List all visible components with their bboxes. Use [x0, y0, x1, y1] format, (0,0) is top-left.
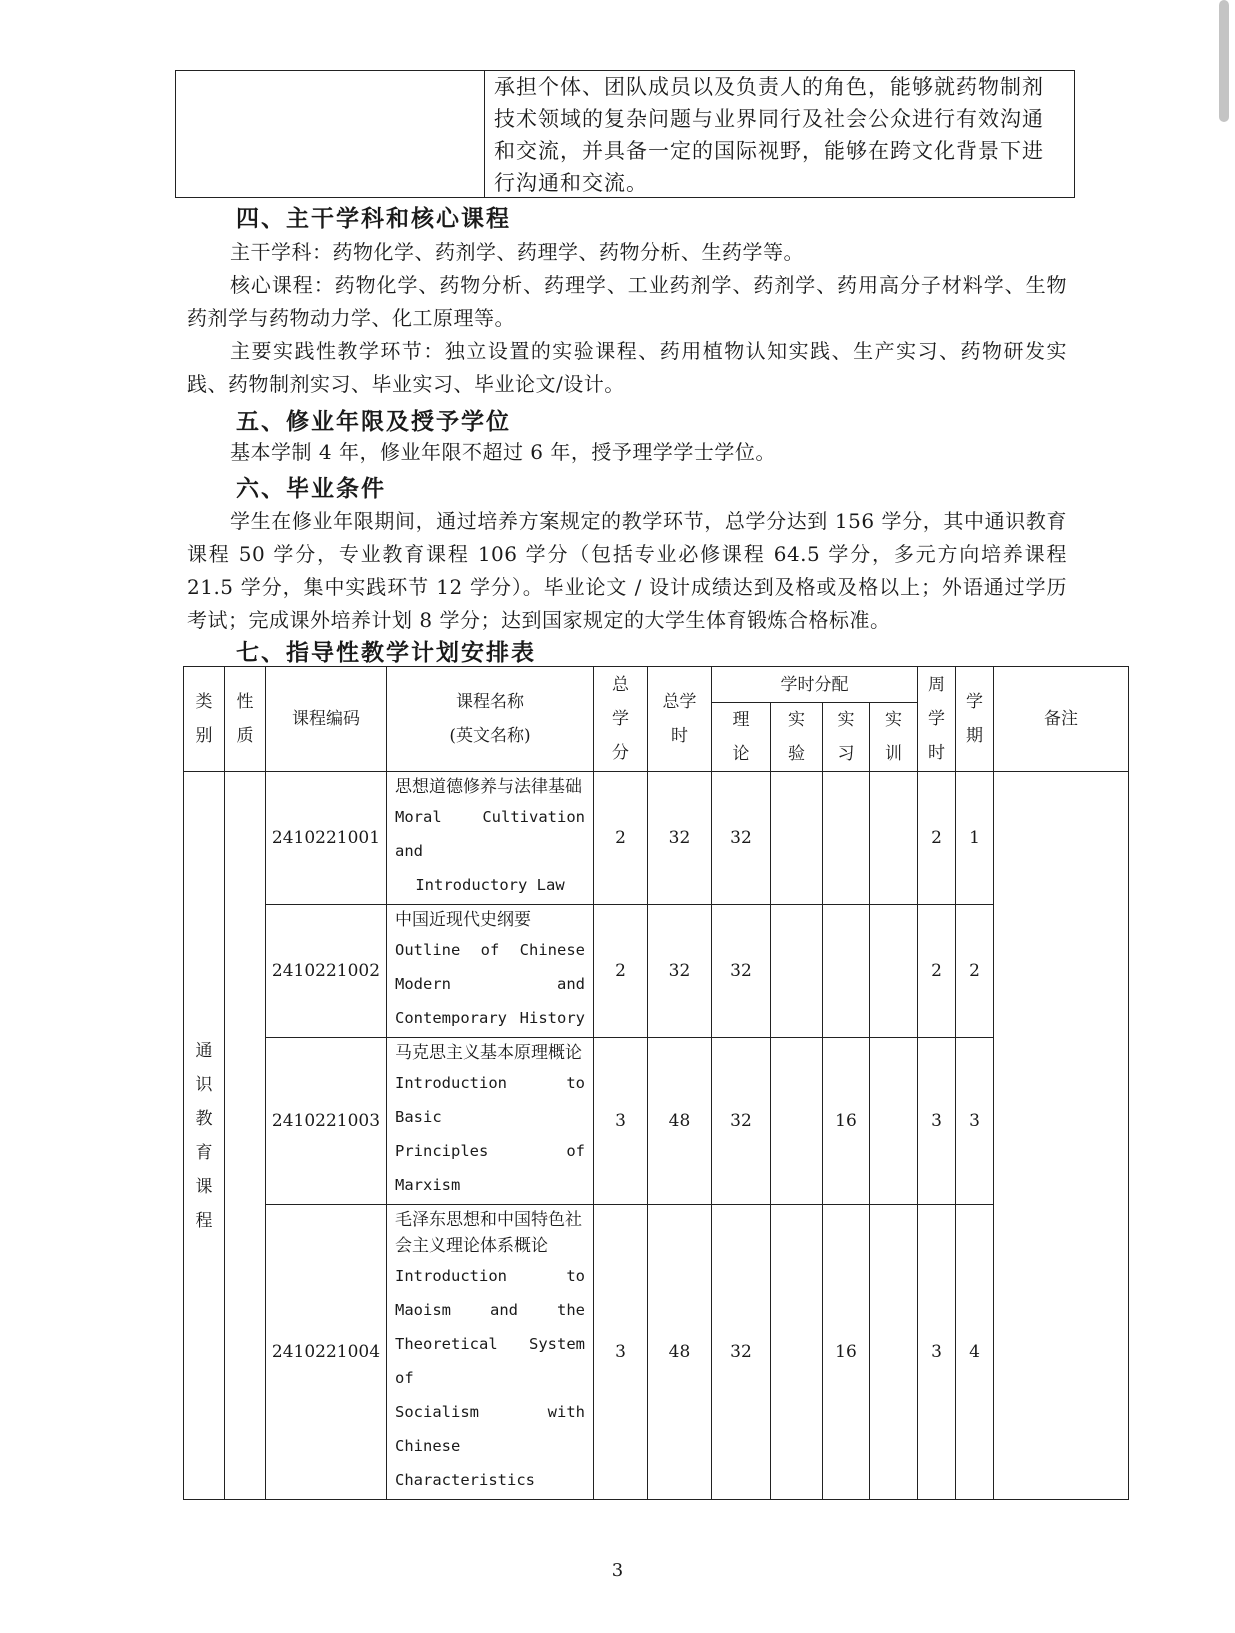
header-semester: 学期: [956, 667, 994, 772]
lab-hours: [771, 1205, 823, 1500]
outcome-table-fragment: [175, 70, 1075, 198]
header-remarks: 备注: [994, 667, 1129, 772]
header-practice: 实习: [823, 703, 870, 772]
course-name: 思想道德修养与法律基础 Moral Cultivation and Introductory Law: [387, 772, 594, 905]
credits: 2: [594, 772, 648, 905]
nature-cell: [225, 772, 266, 1500]
header-total-hours: 总学时: [648, 667, 712, 772]
paragraph-core-courses: 核心课程：药物化学、药物分析、药理学、工业药剂学、药剂学、药用高分子材料学、生物药剂学与药物动力学、化工原理等。: [187, 273, 1067, 330]
course-name: 毛泽东思想和中国特色社会主义理论体系概论 Introduction to Maoism and the Theoretical System of Socialism with Chinese Characteristics: [387, 1205, 594, 1500]
section-heading-5: 五、修业年限及授予学位: [236, 409, 511, 435]
header-theory: 理论: [712, 703, 771, 772]
weekly-hours: 3: [918, 1038, 956, 1205]
theory-hours: 32: [712, 1038, 771, 1205]
lab-hours: [771, 905, 823, 1038]
training-hours: [870, 772, 918, 905]
training-hours: [870, 905, 918, 1038]
outcome-cell-text: 承担个体、团队成员以及负责人的角色，能够就药物制剂技术领域的复杂问题与业界同行及社会公众进行有效沟通和交流，并具备一定的国际视野，能够在跨文化背景下进行沟通和交流。: [494, 75, 1044, 195]
header-hours-split: 学时分配: [712, 667, 918, 703]
header-category: 类别: [184, 667, 225, 772]
practice-hours: 16: [823, 1038, 870, 1205]
theory-hours: 32: [712, 1205, 771, 1500]
header-training: 实训: [870, 703, 918, 772]
weekly-hours: 2: [918, 772, 956, 905]
table-row: [184, 772, 1129, 905]
course-name: 马克思主义基本原理概论 Introduction to Basic Principles of Marxism: [387, 1038, 594, 1205]
course-name: 中国近现代史纲要 Outline of Chinese Modern and Contemporary History: [387, 905, 594, 1038]
table-divider: [484, 71, 485, 197]
header-lab: 实验: [771, 703, 823, 772]
paragraph-graduation-requirements: 学生在修业年限期间，通过培养方案规定的教学环节，总学分达到 156 学分，其中通识教育课程 50 学分，专业教育课程 106 学分（包括专业必修课程 64.5 学分，多元方向培养课程 21.5 学分，集中实践环节 12 学分）。毕业论文 / 设计成绩达到及格或及格以上；外语通过学历考试；完成课外培养计划 8 学分；达到国家规定的大学生体育锻炼合格标准。: [187, 509, 1067, 632]
paragraph-main-disciplines: 主干学科：药物化学、药剂学、药理学、药物分析、生药学等。: [230, 240, 804, 264]
lab-hours: [771, 772, 823, 905]
total-hours: 48: [648, 1038, 712, 1205]
section-heading-4: 四、主干学科和核心课程: [236, 206, 511, 232]
teaching-plan-table: [183, 666, 1129, 1500]
lab-hours: [771, 1038, 823, 1205]
theory-hours: 32: [712, 905, 771, 1038]
course-code: 2410221004: [266, 1205, 387, 1500]
practice-hours: 16: [823, 1205, 870, 1500]
section-heading-7: 七、指导性教学计划安排表: [236, 640, 536, 666]
credits: 3: [594, 1038, 648, 1205]
header-code: 课程编码: [266, 667, 387, 772]
course-code: 2410221003: [266, 1038, 387, 1205]
practice-hours: [823, 772, 870, 905]
table-row: [184, 1038, 1129, 1205]
paragraph-study-duration: 基本学制 4 年，修业年限不超过 6 年，授予理学学士学位。: [230, 440, 776, 464]
weekly-hours: 3: [918, 1205, 956, 1500]
course-code: 2410221001: [266, 772, 387, 905]
credits: 2: [594, 905, 648, 1038]
semester: 1: [956, 772, 994, 905]
practice-hours: [823, 905, 870, 1038]
header-nature: 性质: [225, 667, 266, 772]
table-row: [184, 905, 1129, 1038]
scrollbar[interactable]: [1219, 0, 1229, 122]
header-weekly-hours: 周学时: [918, 667, 956, 772]
total-hours: 48: [648, 1205, 712, 1500]
section-heading-6: 六、毕业条件: [236, 476, 386, 502]
table-row: [184, 1205, 1129, 1500]
total-hours: 32: [648, 905, 712, 1038]
training-hours: [870, 1038, 918, 1205]
theory-hours: 32: [712, 772, 771, 905]
credits: 3: [594, 1205, 648, 1500]
page-number: 3: [611, 1560, 624, 1581]
semester: 3: [956, 1038, 994, 1205]
category-cell: 通识教育课程: [184, 772, 225, 1500]
course-code: 2410221002: [266, 905, 387, 1038]
remarks-cell: [994, 772, 1129, 1500]
paragraph-practice-links: 主要实践性教学环节：独立设置的实验课程、药用植物认知实践、生产实习、药物研发实践、药物制剂实习、毕业实习、毕业论文/设计。: [187, 339, 1067, 396]
semester: 4: [956, 1205, 994, 1500]
header-course-name: 课程名称 (英文名称): [387, 667, 594, 772]
total-hours: 32: [648, 772, 712, 905]
header-credits: 总学分: [594, 667, 648, 772]
weekly-hours: 2: [918, 905, 956, 1038]
semester: 2: [956, 905, 994, 1038]
training-hours: [870, 1205, 918, 1500]
